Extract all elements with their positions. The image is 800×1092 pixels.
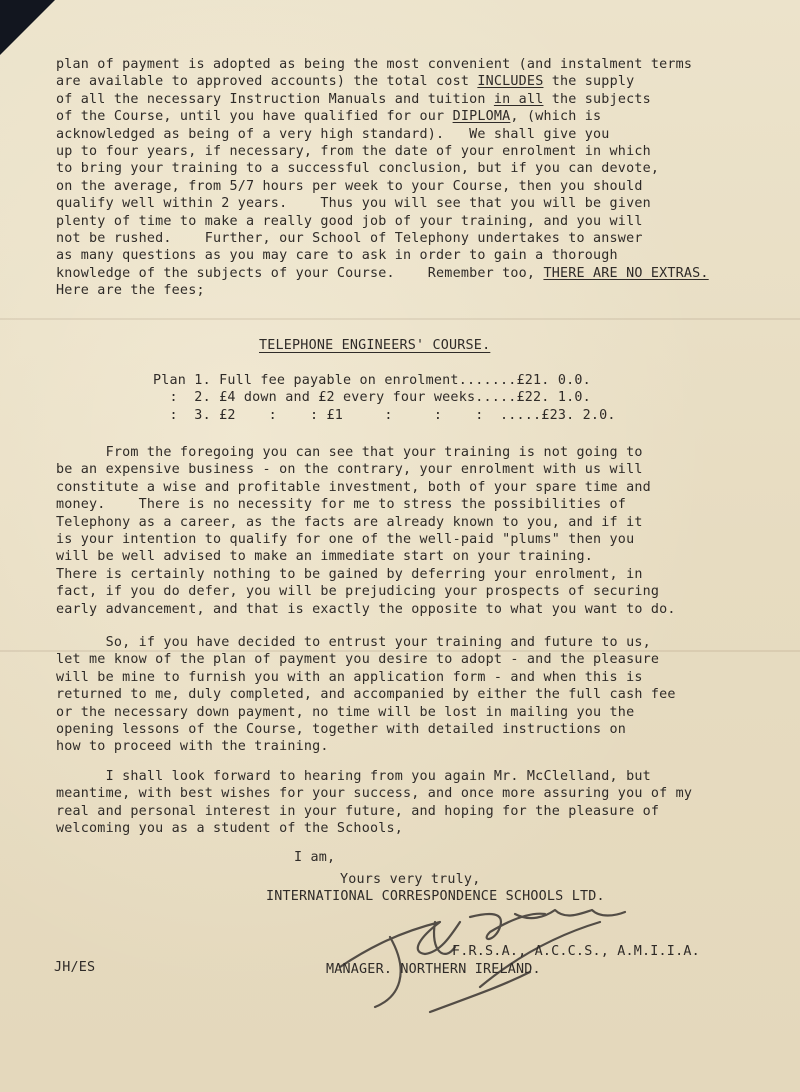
text-line: are available to approved accounts) the total cost INCLUDES the supply xyxy=(56,74,635,90)
fee-plan-line: : 2. £4 down and £2 every four weeks.....£22. 1.0. xyxy=(153,390,591,406)
underlined-text: THERE ARE NO EXTRAS. xyxy=(543,265,709,281)
reference-initials: JH/ES xyxy=(54,960,96,975)
text-line: up to four years, if necessary, from the date of your enrolment in which xyxy=(56,143,651,159)
text-line: early advancement, and that is exactly the opposite to what you want to do. xyxy=(56,601,676,617)
text-line: opening lessons of the Course, together with detailed instructions on xyxy=(56,721,627,737)
fee-plan-line: : 3. £2 : : £1 : : : .....£23. 2.0. xyxy=(153,407,616,423)
text-line: knowledge of the subjects of your Course. Remember too, THERE ARE NO EXTRAS. xyxy=(56,265,709,281)
text-line: will be mine to furnish you with an application form - and when this is xyxy=(56,669,643,685)
text-line: So, if you have decided to entrust your training and future to us, xyxy=(56,635,651,650)
text-line: plenty of time to make a really good job of your training, and you will xyxy=(56,213,643,229)
torn-corner xyxy=(0,0,55,55)
paragraph-application xyxy=(56,634,756,756)
text-line: Telephony as a career, as the facts are already known to you, and if it xyxy=(56,514,643,530)
text-line: money. There is no necessity for me to stress the possibilities of xyxy=(56,497,627,513)
text-line: fact, if you do defer, you will be prejudicing your prospects of securing xyxy=(56,584,660,600)
text-line: or the necessary down payment, no time will be lost in mailing you the xyxy=(56,704,635,720)
closing-i-am: I am, xyxy=(294,850,336,865)
text-line: Here are the fees; xyxy=(56,283,205,299)
text-line: as many questions as you may care to ask in order to gain a thorough xyxy=(56,248,618,264)
text-line: welcoming you as a student of the Schools, xyxy=(56,821,403,837)
text-line: From the foregoing you can see that your training is not going to xyxy=(56,445,643,460)
underlined-text: INCLUDES xyxy=(477,74,544,90)
text-line: not be rushed. Further, our School of Telephony undertakes to answer xyxy=(56,230,643,246)
text-line: is your intention to qualify for one of the well-paid "plums" then you xyxy=(56,531,635,547)
text-line: plan of payment is adopted as being the most convenient (and instalment terms xyxy=(56,57,693,72)
text-line: meantime, with best wishes for your success, and once more assuring you of my xyxy=(56,786,693,802)
text-line: There is certainly nothing to be gained by deferring your enrolment, in xyxy=(56,566,643,582)
text-line: on the average, from 5/7 hours per week to your Course, then you should xyxy=(56,178,643,194)
text-line: qualify well within 2 years. Thus you will see that you will be given xyxy=(56,196,651,212)
text-line: will be well advised to make an immediate start on your training. xyxy=(56,549,594,565)
text-line: returned to me, duly completed, and accompanied by either the full cash fee xyxy=(56,687,676,703)
paragraph-closing-wishes xyxy=(56,768,756,838)
paper-fold-line xyxy=(0,318,800,320)
text-line: constitute a wise and profitable investment, both of your spare time and xyxy=(56,479,651,495)
text-line: to bring your training to a successful conclusion, but if you can devote, xyxy=(56,161,660,177)
signatory-title: MANAGER. NORTHERN IRELAND. xyxy=(326,962,541,977)
text-line: real and personal interest in your future, and hoping for the pleasure of xyxy=(56,803,660,819)
text-line: I shall look forward to hearing from you again Mr. McClelland, but xyxy=(56,769,651,784)
underlined-text: in all xyxy=(493,91,544,107)
credentials: F.R.S.A., A.C.C.S., A.M.I.I.A. xyxy=(452,944,700,959)
text-line: of the Course, until you have qualified for our DIPLOMA, (which is xyxy=(56,109,602,125)
text-line: be an expensive business - on the contrary, your enrolment with us will xyxy=(56,462,643,478)
paragraph-payment-terms xyxy=(56,56,756,299)
valediction: Yours very truly, xyxy=(340,872,481,887)
fee-plan-line: Plan 1. Full fee payable on enrolment.......£21. 0.0. xyxy=(153,373,591,388)
text-line: acknowledged as being of a very high standard). We shall give you xyxy=(56,126,610,142)
text-line: how to proceed with the training. xyxy=(56,739,329,755)
paragraph-investment xyxy=(56,444,756,618)
text-line: of all the necessary Instruction Manuals and tuition in all the subjects xyxy=(56,91,651,107)
company-name: INTERNATIONAL CORRESPONDENCE SCHOOLS LTD. xyxy=(266,889,605,904)
course-heading: TELEPHONE ENGINEERS' COURSE. xyxy=(259,338,491,353)
underlined-text: DIPLOMA xyxy=(452,109,511,125)
fee-plans-list xyxy=(153,372,616,424)
text-line: let me know of the plan of payment you desire to adopt - and the pleasure xyxy=(56,652,660,668)
